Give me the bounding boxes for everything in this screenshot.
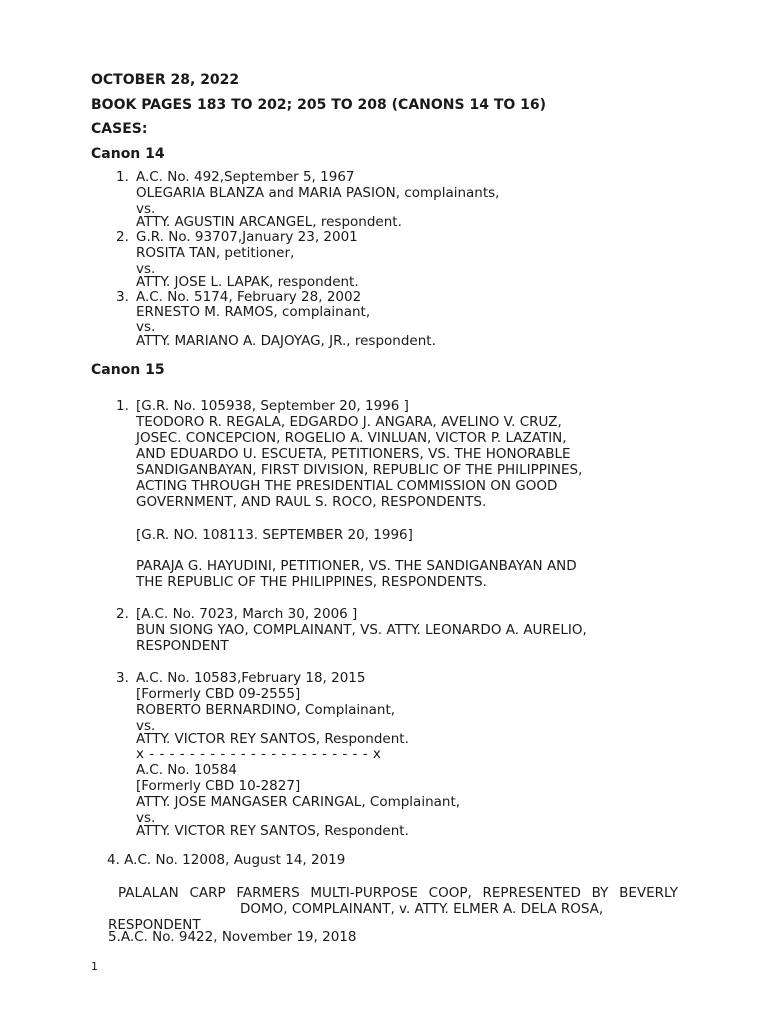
list-item-number: 3.	[116, 670, 129, 686]
case-note: [Formerly CBD 09-2555]	[136, 686, 301, 702]
list-item-number: 1.	[116, 169, 129, 185]
case-party-line: JOSEC. CONCEPCION, ROGELIO A. VINLUAN, VICTOR P. LAZATIN,	[136, 430, 567, 446]
case-party-line: BUN SIONG YAO, COMPLAINANT, VS. ATTY. LEONARDO A. AURELIO,	[136, 622, 587, 638]
canon-14-heading: Canon 14	[91, 146, 165, 162]
list-item-number: 2.	[116, 606, 129, 622]
cases-heading: CASES:	[91, 121, 148, 137]
case-citation: [A.C. No. 7023, March 30, 2006 ]	[136, 606, 358, 622]
case-paragraph-line: RESPONDENT	[108, 917, 201, 933]
book-pages-heading: BOOK PAGES 183 TO 202; 205 TO 208 (CANONS 14 TO 16)	[91, 97, 547, 113]
case-versus: vs.	[136, 261, 156, 277]
case-party: ROBERTO BERNARDINO, Complainant,	[136, 702, 396, 718]
case-versus: vs.	[136, 718, 156, 734]
case-party: ROSITA TAN, petitioner,	[136, 245, 295, 261]
case-party-line: ACTING THROUGH THE PRESIDENTIAL COMMISSION ON GOOD	[136, 478, 558, 494]
case-party-line: SANDIGANBAYAN, FIRST DIVISION, REPUBLIC OF THE PHILIPPINES,	[136, 462, 583, 478]
case-party: ATTY. VICTOR REY SANTOS, Respondent.	[136, 731, 409, 747]
case-note: [Formerly CBD 10-2827]	[136, 778, 301, 794]
case-citation: [G.R. No. 105938, September 20, 1996 ]	[136, 398, 409, 414]
case-citation: [G.R. NO. 108113. SEPTEMBER 20, 1996]	[136, 527, 413, 543]
case-citation: A.C. No. 492,September 5, 1967	[136, 169, 355, 185]
case-versus: vs.	[136, 810, 156, 826]
page-number: 1	[91, 960, 98, 973]
case-separator: x - - - - - - - - - - - - - - - - - - - - - - x	[136, 746, 382, 762]
case-citation: A.C. No. 10583,February 18, 2015	[136, 670, 366, 686]
case-party: ATTY. JOSE MANGASER CARINGAL, Complainant,	[136, 794, 461, 810]
case-party-line: AND EDUARDO U. ESCUETA, PETITIONERS, VS. THE HONORABLE	[136, 446, 571, 462]
case-paragraph-line: PALALAN CARP FARMERS MULTI-PURPOSE COOP, REPRESENTED BY BEVERLY	[118, 885, 678, 901]
case-party: ATTY. VICTOR REY SANTOS, Respondent.	[136, 823, 409, 839]
case-versus: vs.	[136, 201, 156, 217]
list-item-number: 1.	[116, 398, 129, 414]
canon-15-heading: Canon 15	[91, 362, 165, 378]
document-date: OCTOBER 28, 2022	[91, 72, 240, 88]
case-party-line: PARAJA G. HAYUDINI, PETITIONER, VS. THE SANDIGANBAYAN AND	[136, 558, 577, 574]
case-heading: 4. A.C. No. 12008, August 14, 2019	[107, 852, 346, 868]
case-party-line: THE REPUBLIC OF THE PHILIPPINES, RESPONDENTS.	[136, 574, 487, 590]
list-item-number: 2.	[116, 229, 129, 245]
case-party-line: RESPONDENT	[136, 638, 229, 654]
case-citation: A.C. No. 5174, February 28, 2002	[136, 289, 362, 305]
case-party: ATTY. MARIANO A. DAJOYAG, JR., respondent.	[136, 333, 436, 349]
case-party-line: GOVERNMENT, AND RAUL S. ROCO, RESPONDENTS.	[136, 494, 487, 510]
case-party-line: TEODORO R. REGALA, EDGARDO J. ANGARA, AVELINO V. CRUZ,	[136, 414, 562, 430]
case-citation: A.C. No. 10584	[136, 762, 237, 778]
case-party: ATTY. AGUSTIN ARCANGEL, respondent.	[136, 214, 402, 230]
case-paragraph-line: DOMO, COMPLAINANT, v. ATTY. ELMER A. DELA ROSA,	[240, 901, 604, 917]
case-heading: 5.A.C. No. 9422, November 19, 2018	[108, 929, 357, 945]
case-versus: vs.	[136, 319, 156, 335]
case-party: ERNESTO M. RAMOS, complainant,	[136, 304, 371, 320]
case-party: OLEGARIA BLANZA and MARIA PASION, complainants,	[136, 185, 500, 201]
case-party: ATTY. JOSE L. LAPAK, respondent.	[136, 274, 359, 290]
case-citation: G.R. No. 93707,January 23, 2001	[136, 229, 358, 245]
list-item-number: 3.	[116, 289, 129, 305]
